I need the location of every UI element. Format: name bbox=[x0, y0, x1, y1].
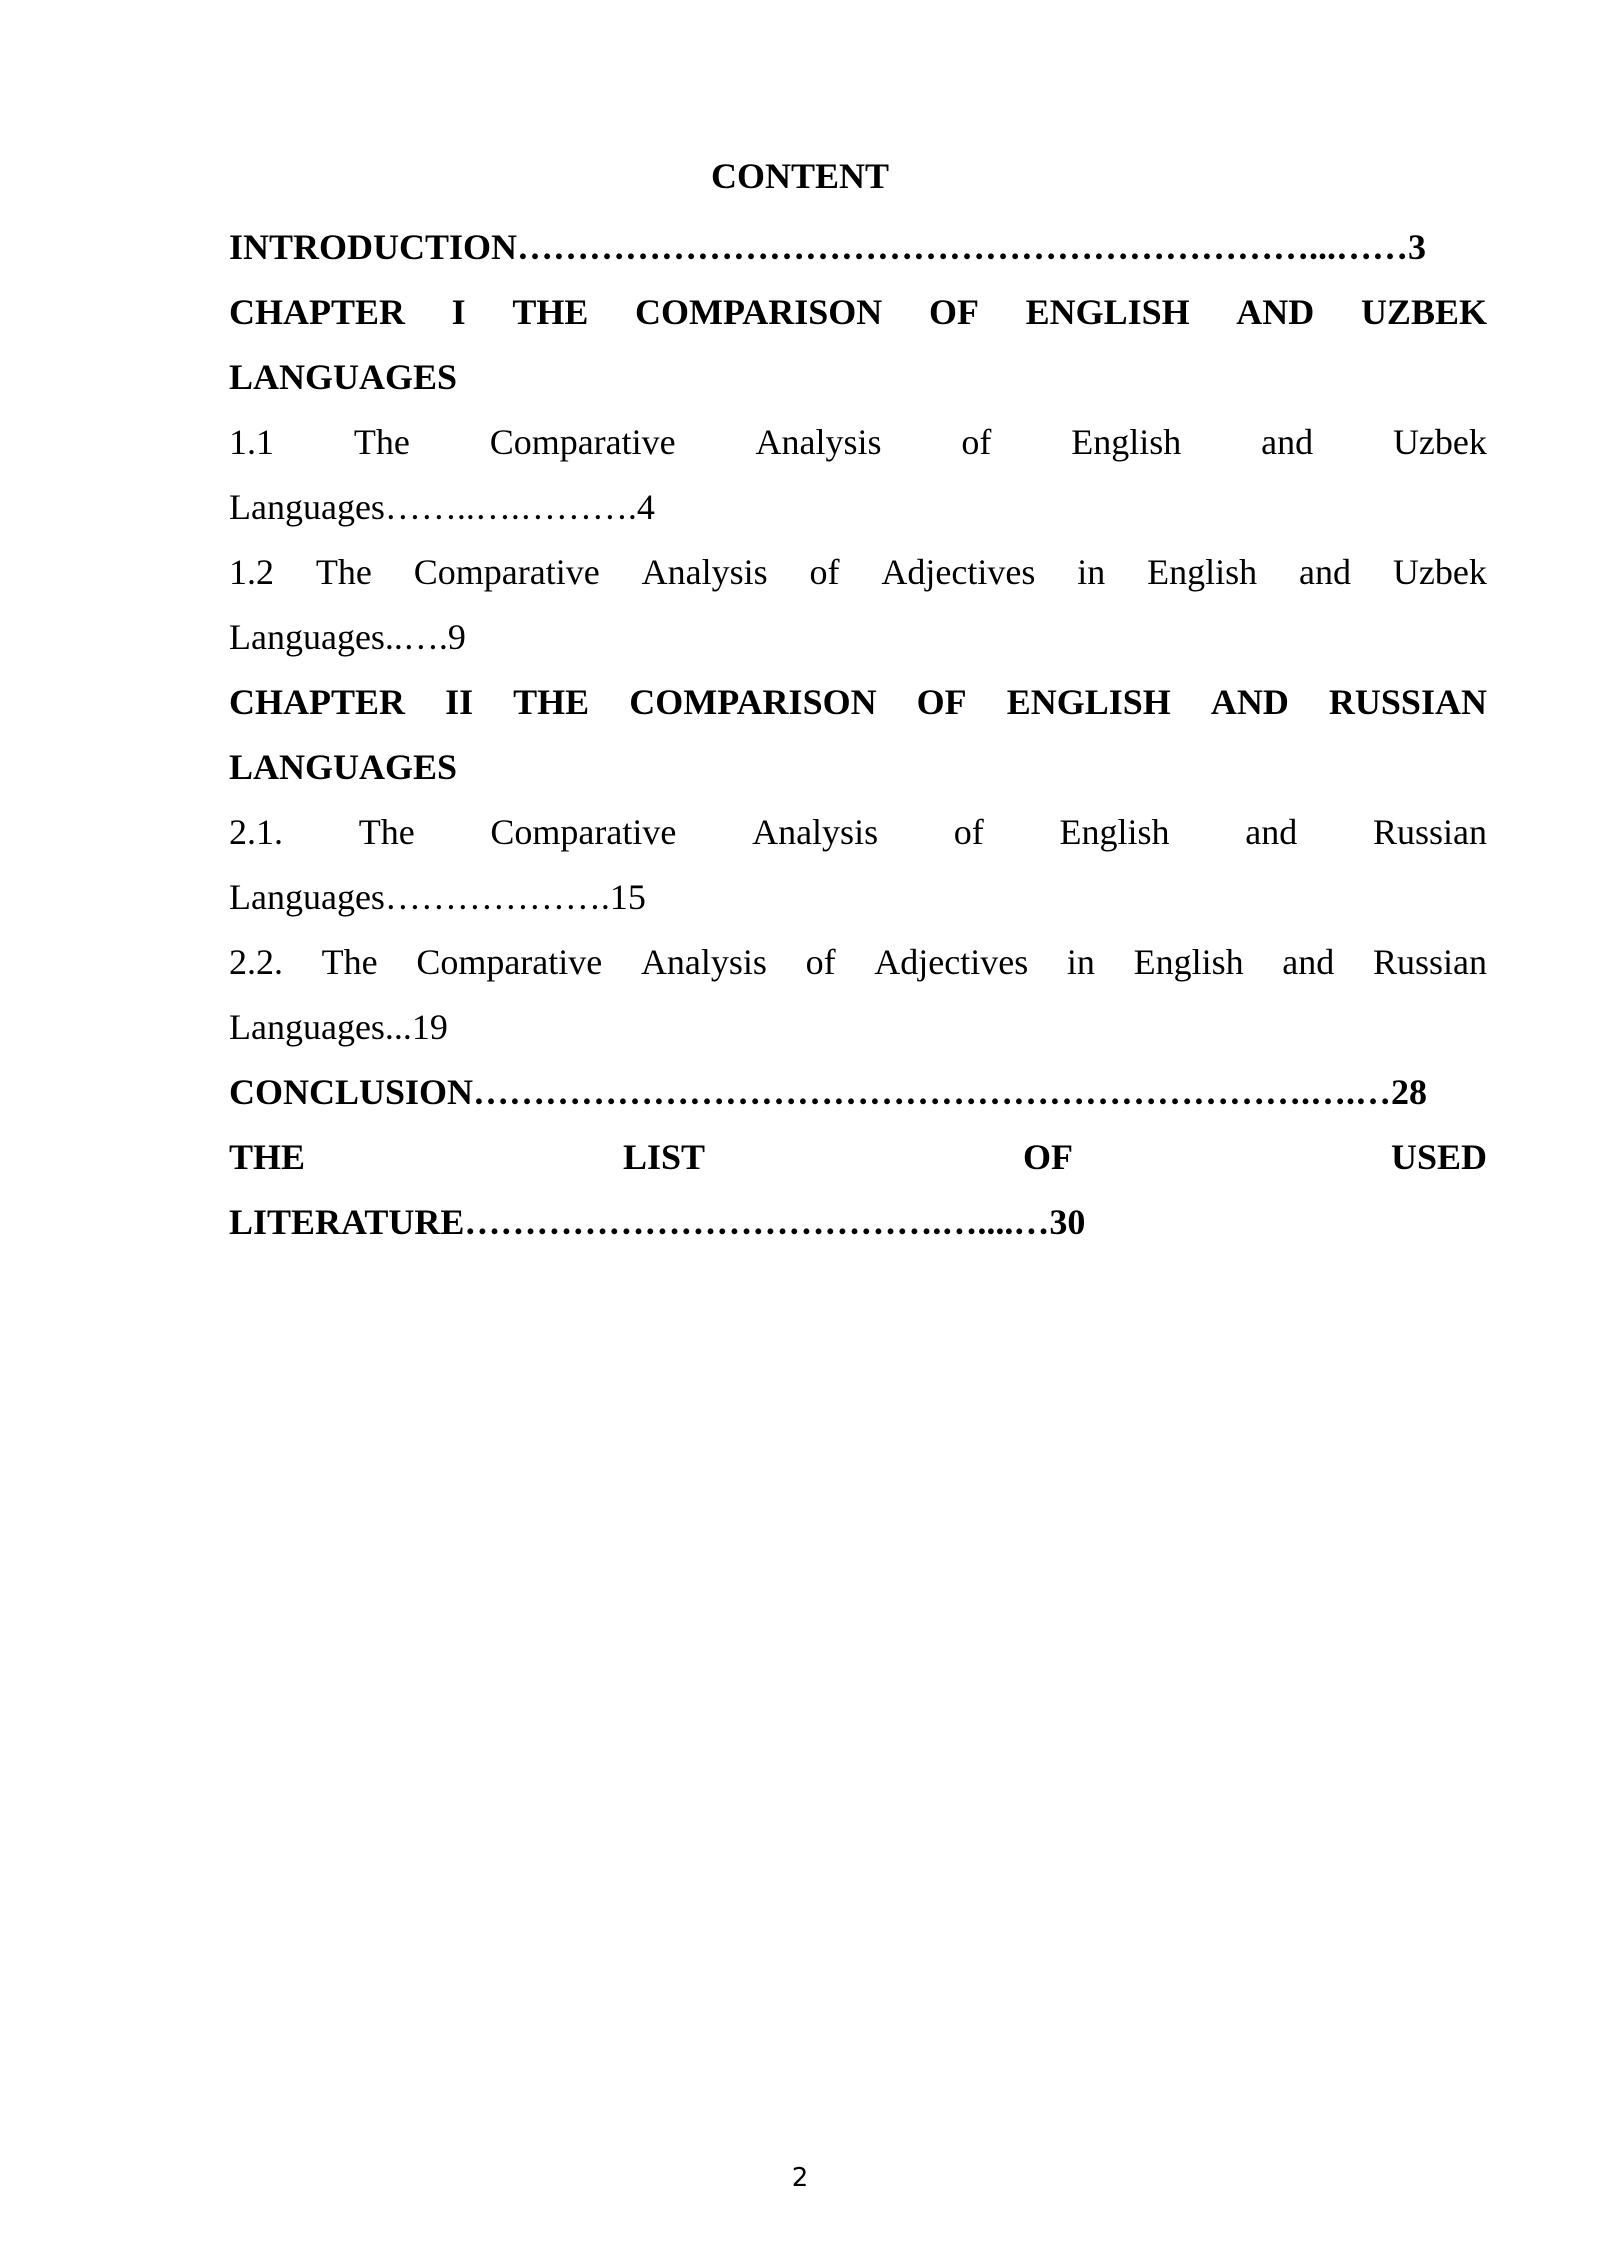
toc-word: Russian bbox=[1372, 942, 1487, 982]
toc-entry-section-2-2-continued: Languages...19 bbox=[229, 1007, 448, 1047]
toc-word: UZBEK bbox=[1360, 292, 1487, 332]
toc-word: 2.1. bbox=[229, 812, 283, 852]
toc-word: The bbox=[358, 812, 415, 852]
toc-word: of bbox=[805, 942, 836, 982]
toc-word: English bbox=[1133, 942, 1244, 982]
toc-entry-chapter-1-continued: LANGUAGES bbox=[229, 357, 458, 397]
toc-word: Comparative bbox=[489, 422, 676, 462]
toc-word: THE bbox=[513, 682, 590, 722]
toc-word: and bbox=[1261, 422, 1314, 462]
toc-entry-section-1-2-continued: Languages..….9 bbox=[229, 617, 466, 657]
toc-entry-section-2-2 bbox=[229, 930, 1487, 995]
toc-word: 2.2. bbox=[229, 942, 283, 982]
toc-word: of bbox=[953, 812, 984, 852]
page-title: CONTENT bbox=[710, 156, 890, 196]
toc-word: CHAPTER bbox=[229, 682, 406, 722]
toc-word: Uzbek bbox=[1392, 552, 1487, 592]
toc-word: Analysis bbox=[752, 812, 879, 852]
toc-word: Analysis bbox=[755, 422, 882, 462]
toc-word: The bbox=[353, 422, 410, 462]
toc-word: Adjectives bbox=[881, 552, 1036, 592]
toc-entry-introduction: INTRODUCTION…………………………………………………………...……3 bbox=[229, 227, 1427, 267]
toc-word: 1.1 bbox=[229, 422, 274, 462]
toc-word: LIST bbox=[622, 1137, 706, 1177]
toc-word: 1.2 bbox=[229, 552, 274, 592]
toc-entry-section-2-1 bbox=[229, 800, 1487, 865]
toc-entry-conclusion: CONCLUSION…………………………………………………………….….…28 bbox=[229, 1072, 1428, 1112]
toc-word: THE bbox=[512, 292, 589, 332]
toc-word: CHAPTER bbox=[229, 292, 406, 332]
toc-word: USED bbox=[1390, 1137, 1487, 1177]
toc-word: Adjectives bbox=[874, 942, 1029, 982]
toc-entry-chapter-2-continued: LANGUAGES bbox=[229, 747, 458, 787]
page-number: 2 bbox=[791, 2163, 809, 2193]
toc-word: COMPARISON bbox=[629, 682, 877, 722]
toc-word: English bbox=[1059, 812, 1170, 852]
toc-entry-chapter-2 bbox=[229, 670, 1487, 735]
toc-word: in bbox=[1077, 552, 1106, 592]
toc-word: RUSSIAN bbox=[1328, 682, 1487, 722]
toc-entry-literature-continued: LITERATURE………………………………….…....…30 bbox=[229, 1202, 1086, 1242]
toc-entry-section-1-2 bbox=[229, 540, 1487, 605]
table-of-contents bbox=[229, 215, 1487, 1255]
toc-word: Russian bbox=[1372, 812, 1487, 852]
toc-word: of bbox=[961, 422, 992, 462]
toc-word: Comparative bbox=[490, 812, 677, 852]
toc-word: THE bbox=[229, 1137, 306, 1177]
toc-entry-section-1-1 bbox=[229, 410, 1487, 475]
toc-word: II bbox=[445, 682, 474, 722]
toc-word: COMPARISON bbox=[634, 292, 883, 332]
toc-word: AND bbox=[1210, 682, 1289, 722]
toc-word: Analysis bbox=[641, 552, 768, 592]
toc-word: Uzbek bbox=[1392, 422, 1487, 462]
toc-word: OF bbox=[928, 292, 979, 332]
toc-word: OF bbox=[916, 682, 967, 722]
toc-word: OF bbox=[1023, 1137, 1073, 1177]
toc-entry-section-1-1-continued: Languages……..….……….4 bbox=[229, 487, 655, 527]
toc-entry-section-2-1-continued: Languages……………….15 bbox=[229, 877, 646, 917]
toc-word: Comparative bbox=[416, 942, 603, 982]
toc-word: English bbox=[1147, 552, 1258, 592]
toc-word: I bbox=[451, 292, 466, 332]
toc-word: of bbox=[809, 552, 840, 592]
toc-word: and bbox=[1299, 552, 1352, 592]
toc-word: Analysis bbox=[640, 942, 767, 982]
toc-word: Comparative bbox=[413, 552, 600, 592]
toc-entry-literature bbox=[229, 1125, 1487, 1190]
toc-word: AND bbox=[1236, 292, 1315, 332]
toc-word: ENGLISH bbox=[1006, 682, 1171, 722]
toc-word: English bbox=[1071, 422, 1182, 462]
toc-word: The bbox=[315, 552, 372, 592]
toc-word: and bbox=[1282, 942, 1335, 982]
toc-word: in bbox=[1066, 942, 1095, 982]
toc-word: The bbox=[321, 942, 378, 982]
toc-word: and bbox=[1245, 812, 1298, 852]
toc-word: ENGLISH bbox=[1025, 292, 1190, 332]
toc-entry-chapter-1 bbox=[229, 280, 1487, 345]
